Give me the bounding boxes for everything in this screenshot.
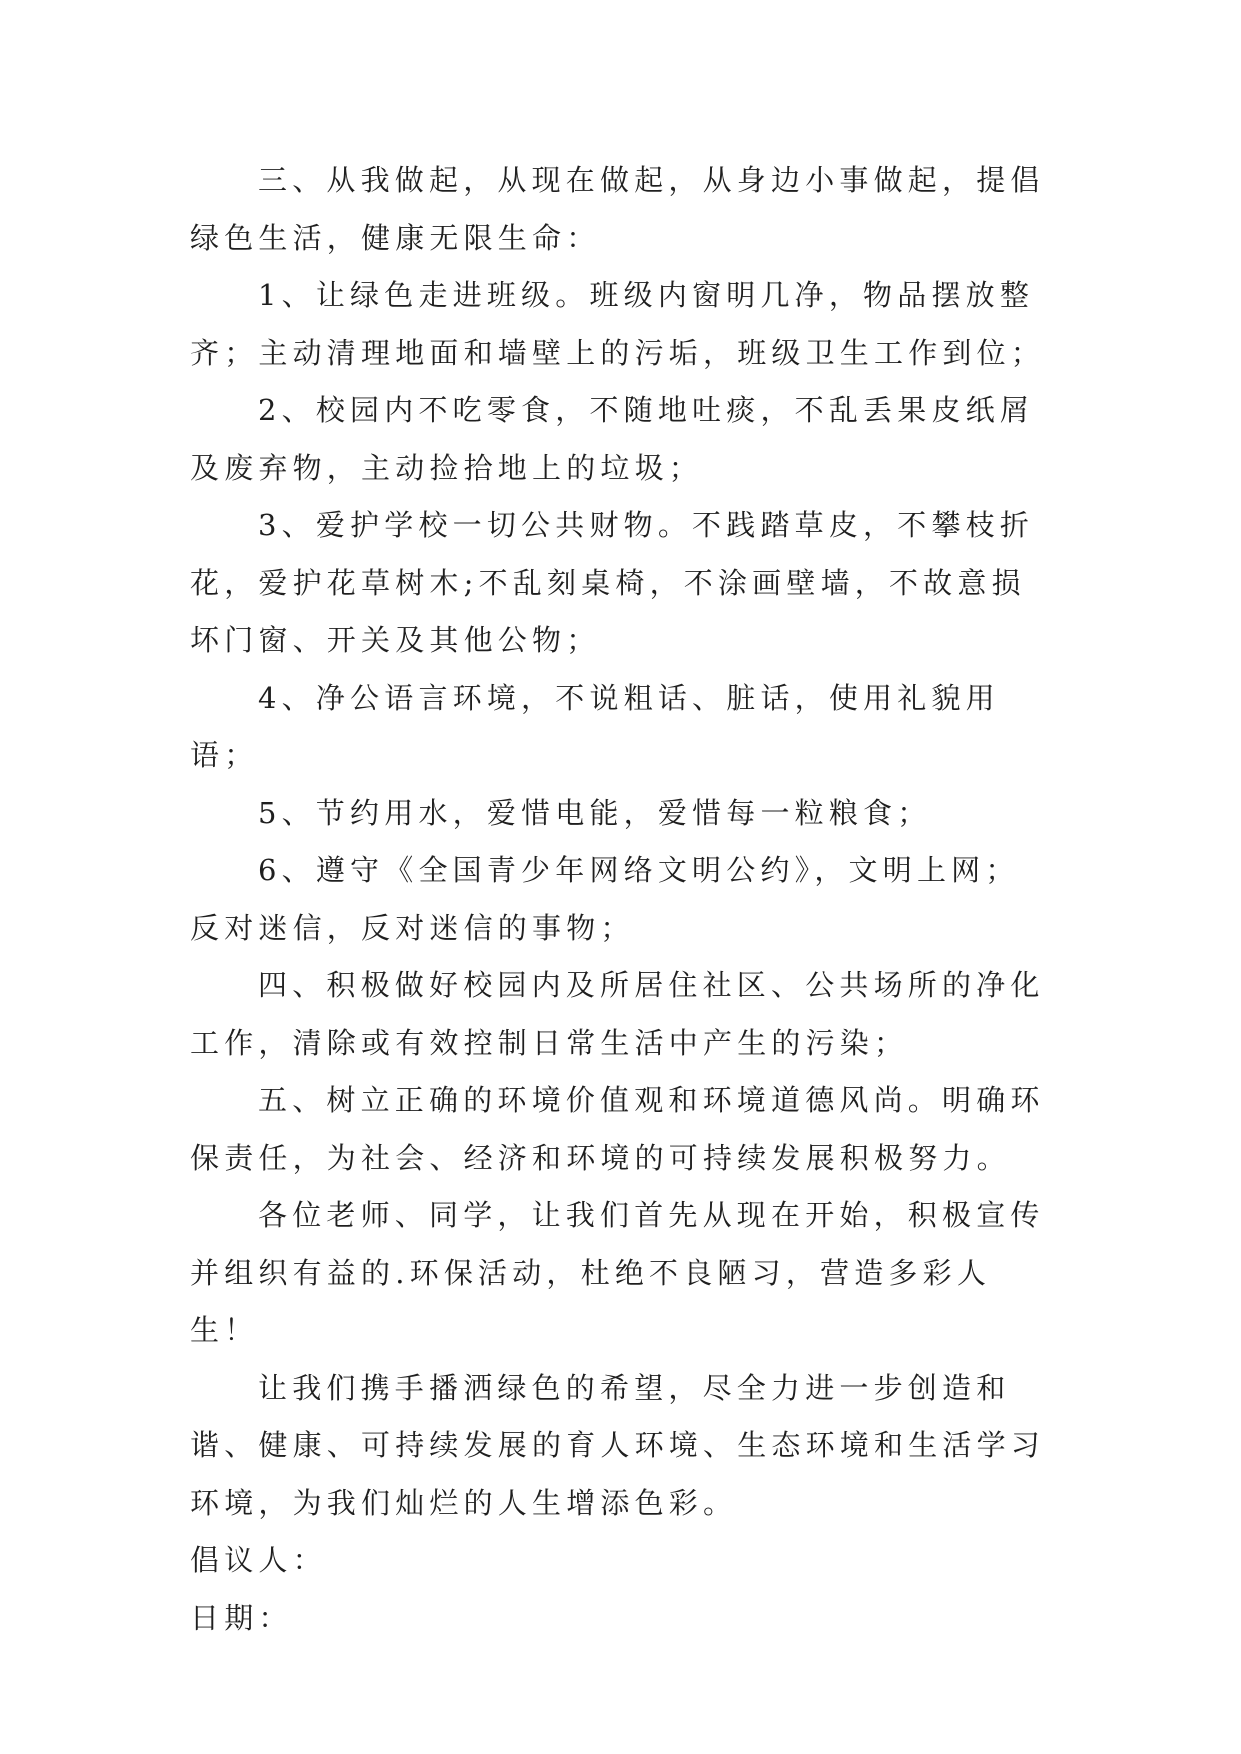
signatory-label: 倡议人：: [190, 1543, 327, 1577]
paragraph-section-five: 五、树立正确的环境价值观和环境道德风尚。明确环保责任，为社会、经济和环境的可持续发展积极努力。: [190, 1083, 1045, 1175]
paragraph-item-1: 1、让绿色走进班级。班级内窗明几净，物品摆放整齐；主动清理地面和墙壁上的污垢，班级卫生工作到位；: [190, 278, 1046, 370]
paragraph-section-four: 四、积极做好校园内及所居住社区、公共场所的净化工作，清除或有效控制日常生活中产生的污染；: [190, 968, 1045, 1060]
paragraph-item-3: 3、爱护学校一切公共财物。不践踏草皮，不攀枝折花，爱护花草树木;不乱刻桌椅，不涂画壁墙，不故意损坏门窗、开关及其他公物；: [190, 508, 1035, 657]
document-body: [190, 152, 1052, 1647]
paragraph-closing: 让我们携手播洒绿色的希望，尽全力进一步创造和谐、健康、可持续发展的育人环境、生态环境和生活学习环境，为我们灿烂的人生增添色彩。: [190, 1370, 1046, 1520]
date-label: 日期：: [190, 1600, 293, 1635]
paragraph-section-three: 三、从我做起，从现在做起，从身边小事做起，提倡绿色生活，健康无限生命：: [190, 163, 1045, 255]
paragraph-item-4: 4、净公语言环境，不说粗话、脏话，使用礼貌用语；: [190, 680, 1000, 772]
paragraph-item-6: 6、遵守《全国青少年网络文明公约》，文明上网；反对迷信，反对迷信的事物；: [190, 853, 1020, 945]
paragraph-appeal: 各位老师、同学，让我们首先从现在开始，积极宣传并组织有益的.环保活动，杜绝不良陋习，营造多彩人生！: [190, 1198, 1045, 1347]
paragraph-item-2: 2、校园内不吃零食，不随地吐痰，不乱丢果皮纸屑及废弃物，主动捡拾地上的垃圾；: [190, 393, 1035, 485]
paragraph-item-5: 5、节约用水，爱惜电能，爱惜每一粒粮食；: [258, 795, 932, 830]
